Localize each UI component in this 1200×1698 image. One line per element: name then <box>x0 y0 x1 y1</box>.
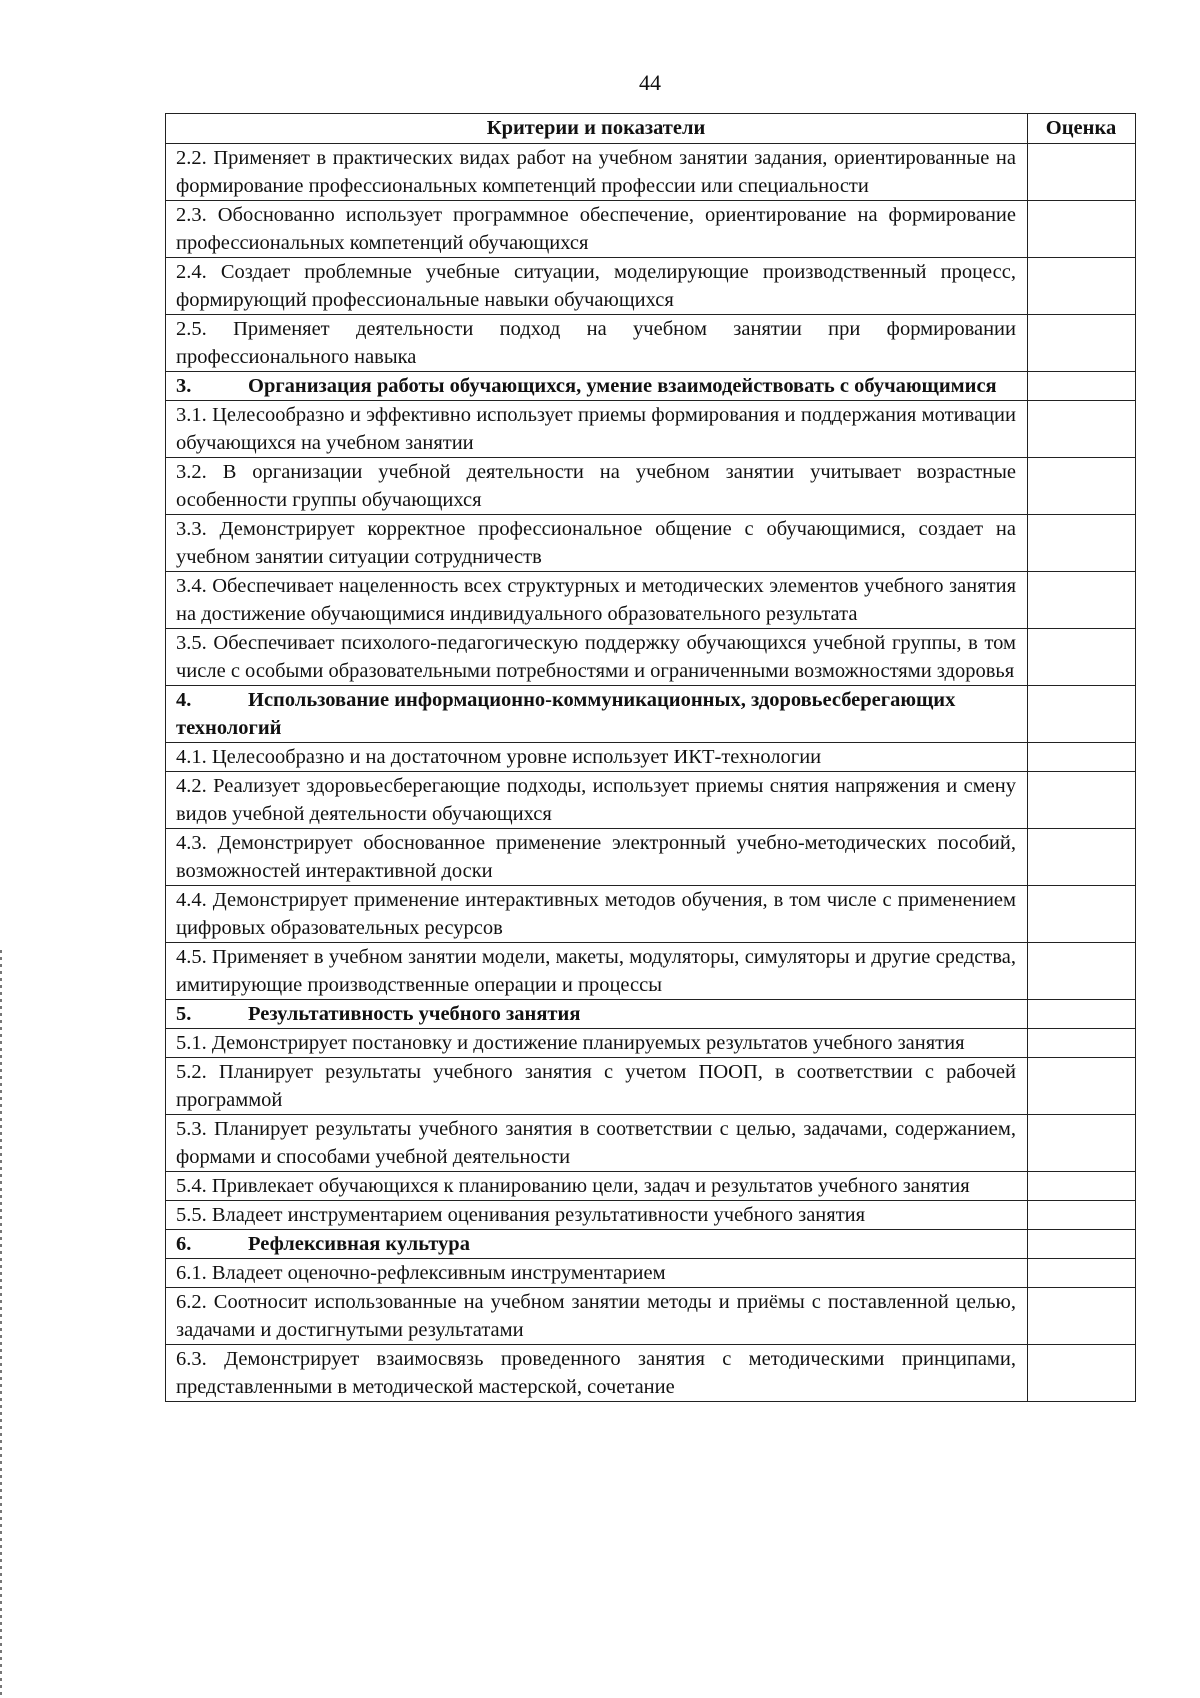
criterion-cell: 3.3. Демонстрирует корректное профессиональное общение с обучающимися, создает на учебном занятии ситуации сотрудничеств <box>166 515 1028 572</box>
section-title-cell <box>166 1000 1028 1029</box>
criterion-cell: 5.1. Демонстрирует постановку и достижение планируемых результатов учебного занятия <box>166 1029 1028 1058</box>
criterion-cell: 3.4. Обеспечивает нацеленность всех структурных и методических элементов учебного занятия на достижение обучающимися индивидуального образовательного результата <box>166 572 1028 629</box>
section-row <box>166 686 1136 743</box>
section-row <box>166 1000 1136 1029</box>
score-cell[interactable] <box>1028 1172 1136 1201</box>
criterion-cell: 2.2. Применяет в практических видах работ на учебном занятии задания, ориентированные на формирование профессиональных компетенций профессии или специальности <box>166 144 1028 201</box>
criterion-cell: 2.4. Создает проблемные учебные ситуации, моделирующие производственный процесс, формирующий профессиональные навыки обучающихся <box>166 258 1028 315</box>
criterion-cell: 5.2. Планирует результаты учебного занятия с учетом ПООП, в соответствии с рабочей программой <box>166 1058 1028 1115</box>
score-cell[interactable] <box>1028 772 1136 829</box>
section-title: Результативность учебного занятия <box>248 1003 581 1025</box>
section-title: Рефлексивная культура <box>248 1233 470 1255</box>
table-row <box>166 1058 1136 1115</box>
section-title: Использование информационно-коммуникационных, здоровьесберегающих технологий <box>176 689 956 739</box>
score-cell[interactable] <box>1028 743 1136 772</box>
score-cell[interactable] <box>1028 1259 1136 1288</box>
score-cell[interactable] <box>1028 686 1136 743</box>
table-row <box>166 1029 1136 1058</box>
table-row <box>166 1288 1136 1345</box>
criterion-cell: 4.5. Применяет в учебном занятии модели, макеты, модуляторы, симуляторы и другие средства, имитирующие производственные операции и процессы <box>166 943 1028 1000</box>
score-cell[interactable] <box>1028 458 1136 515</box>
criterion-cell: 2.5. Применяет деятельности подход на учебном занятии при формировании профессионального навыка <box>166 315 1028 372</box>
score-cell[interactable] <box>1028 144 1136 201</box>
table-row <box>166 201 1136 258</box>
table-row <box>166 515 1136 572</box>
score-cell[interactable] <box>1028 572 1136 629</box>
score-cell[interactable] <box>1028 1201 1136 1230</box>
page-number: 44 <box>639 70 661 95</box>
criterion-cell: 6.3. Демонстрирует взаимосвязь проведенного занятия с методическими принципами, представленными в методической мастерской, сочетание <box>166 1345 1028 1402</box>
table-row <box>166 144 1136 201</box>
table-row <box>166 1115 1136 1172</box>
table-row <box>166 886 1136 943</box>
section-row <box>166 372 1136 401</box>
section-title-cell <box>166 372 1028 401</box>
criterion-cell: 2.3. Обоснованно использует программное обеспечение, ориентирование на формирование профессиональных компетенций обучающихся <box>166 201 1028 258</box>
criterion-cell: 3.5. Обеспечивает психолого-педагогическую поддержку обучающихся учебной группы, в том числе с особыми образовательными потребностями и ограниченными возможностями здоровья <box>166 629 1028 686</box>
section-title-cell <box>166 1230 1028 1259</box>
section-number: 6. <box>176 1233 192 1255</box>
criterion-cell: 5.5. Владеет инструментарием оценивания результативности учебного занятия <box>166 1201 1028 1230</box>
score-cell[interactable] <box>1028 1345 1136 1402</box>
score-cell[interactable] <box>1028 1029 1136 1058</box>
criterion-cell: 4.2. Реализует здоровьесберегающие подходы, использует приемы снятия напряжения и смену видов учебной деятельности обучающихся <box>166 772 1028 829</box>
table-row <box>166 1201 1136 1230</box>
criterion-cell: 6.1. Владеет оценочно-рефлексивным инструментарием <box>166 1259 1028 1288</box>
table-row <box>166 572 1136 629</box>
score-cell[interactable] <box>1028 401 1136 458</box>
score-cell[interactable] <box>1028 1115 1136 1172</box>
score-cell[interactable] <box>1028 372 1136 401</box>
criteria-table-body <box>166 144 1136 1402</box>
table-row <box>166 743 1136 772</box>
criterion-cell: 6.2. Соотносит использованные на учебном занятии методы и приёмы с поставленной целью, задачами и достигнутыми результатами <box>166 1288 1028 1345</box>
table-row <box>166 772 1136 829</box>
table-row <box>166 1172 1136 1201</box>
section-number: 5. <box>176 1003 192 1025</box>
table-row <box>166 315 1136 372</box>
criterion-cell: 4.3. Демонстрирует обоснованное применение электронный учебно-методических пособий, возможностей интерактивной доски <box>166 829 1028 886</box>
table-row <box>166 829 1136 886</box>
table-row <box>166 629 1136 686</box>
score-cell[interactable] <box>1028 629 1136 686</box>
section-title-cell <box>166 686 1028 743</box>
section-number: 3. <box>176 375 192 397</box>
score-cell[interactable] <box>1028 1000 1136 1029</box>
section-row <box>166 1230 1136 1259</box>
table-row <box>166 401 1136 458</box>
table-row <box>166 258 1136 315</box>
score-cell[interactable] <box>1028 201 1136 258</box>
score-cell[interactable] <box>1028 1058 1136 1115</box>
criterion-cell: 5.3. Планирует результаты учебного занятия в соответствии с целью, задачами, содержанием, формами и способами учебной деятельности <box>166 1115 1028 1172</box>
score-cell[interactable] <box>1028 258 1136 315</box>
table-row <box>166 458 1136 515</box>
score-cell[interactable] <box>1028 515 1136 572</box>
score-cell[interactable] <box>1028 1230 1136 1259</box>
section-number: 4. <box>176 689 192 711</box>
criterion-cell: 3.1. Целесообразно и эффективно использует приемы формирования и поддержания мотивации обучающихся на учебном занятии <box>166 401 1028 458</box>
criterion-cell: 3.2. В организации учебной деятельности на учебном занятии учитывает возрастные особенности группы обучающихся <box>166 458 1028 515</box>
score-cell[interactable] <box>1028 315 1136 372</box>
criteria-table <box>165 113 1136 1402</box>
criterion-cell: 4.4. Демонстрирует применение интерактивных методов обучения, в том числе с применением цифровых образовательных ресурсов <box>166 886 1028 943</box>
score-cell[interactable] <box>1028 943 1136 1000</box>
table-row <box>166 1345 1136 1402</box>
score-cell[interactable] <box>1028 886 1136 943</box>
criterion-cell: 4.1. Целесообразно и на достаточном уровне использует ИКТ-технологии <box>166 743 1028 772</box>
table-row <box>166 1259 1136 1288</box>
section-title: Организация работы обучающихся, умение взаимодействовать с обучающимися <box>248 375 997 397</box>
table-header-row <box>166 114 1136 144</box>
table-row <box>166 943 1136 1000</box>
scan-margin-line <box>0 950 2 1698</box>
score-column-header: Оценка <box>1028 114 1136 144</box>
score-cell[interactable] <box>1028 829 1136 886</box>
criterion-cell: 5.4. Привлекает обучающихся к планированию цели, задач и результатов учебного занятия <box>166 1172 1028 1201</box>
criteria-column-header: Критерии и показатели <box>166 114 1028 144</box>
score-cell[interactable] <box>1028 1288 1136 1345</box>
